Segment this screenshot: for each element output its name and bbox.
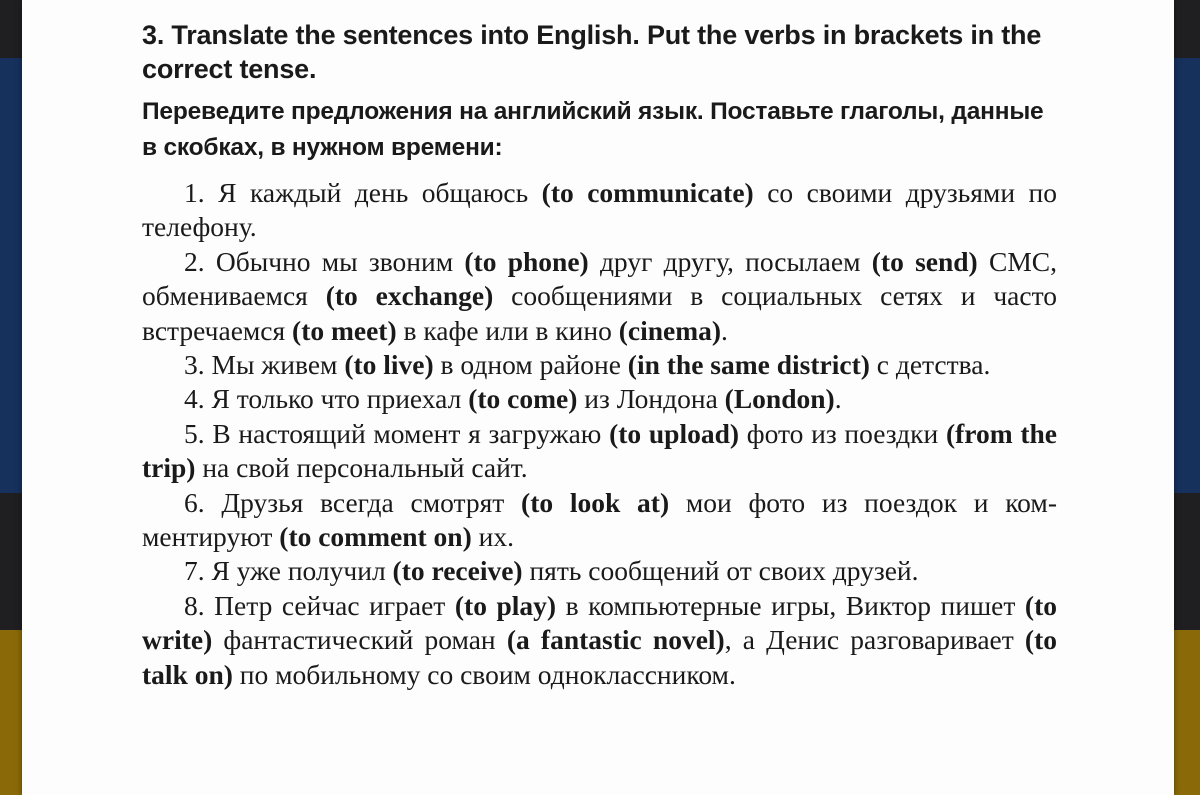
- verb-hint: (to communicate): [541, 177, 754, 208]
- sentence-text: 2. Обычно мы звоним: [184, 245, 465, 277]
- verb-hint: (to talk on): [142, 624, 1057, 690]
- verb-hint: (to phone): [464, 245, 589, 277]
- verb-hint: (to look at): [521, 486, 670, 518]
- verb-hint: (to exchange): [325, 280, 494, 312]
- exercise-block: [142, 18, 1057, 692]
- sentence-text: 6. Друзья всегда смотрят: [184, 486, 522, 518]
- sentence-text: .: [721, 314, 728, 346]
- task-heading-english: 3. Translate the sentences into English. Put the verbs in brackets in the correct tense.: [142, 20, 1042, 84]
- sentence-list: [142, 176, 1057, 692]
- sentence-item-1: [142, 176, 1057, 245]
- sentence-text: друг другу, посылаем: [588, 245, 872, 277]
- sentence-text: на свой персональный сайт.: [195, 452, 528, 484]
- sentence-text: 8. Петр сейчас играет: [184, 589, 455, 621]
- sentence-text: в компьютерные игры, Виктор пишет: [556, 589, 1025, 621]
- sentence-text: мои фото из поездок и комментируют: [142, 486, 1057, 553]
- sentence-item-2: [142, 245, 1057, 348]
- sentence-item-7: [142, 554, 1057, 588]
- sentence-item-6: [142, 486, 1057, 555]
- sentence-text: в одном районе: [433, 349, 628, 381]
- sentence-text: в кафе или в кино: [396, 314, 619, 346]
- verb-hint: (to write): [142, 589, 1057, 656]
- background-left-blue-strip: [0, 58, 22, 493]
- sentence-item-3: [142, 348, 1057, 382]
- verb-hint: (a fantastic novel): [506, 624, 725, 656]
- sentence-text: 3. Мы живем: [184, 349, 345, 381]
- verb-hint: (to play): [454, 589, 557, 621]
- background-right-blue-strip: [1174, 58, 1200, 493]
- sentence-text: 4. Я только что приехал: [184, 383, 469, 415]
- task-heading-russian: Переведите предложения на английский язык. Поставьте глаголы, данные в скобках, в нужном времени:: [142, 98, 1044, 161]
- textbook-page: [22, 0, 1174, 795]
- verb-hint: (to meet): [292, 314, 397, 346]
- sentence-text: со своими друзьями по телефону.: [142, 177, 1057, 243]
- sentence-text: их.: [471, 521, 514, 553]
- verb-hint: (to upload): [609, 417, 740, 449]
- sentence-text: из Лондона: [577, 383, 725, 415]
- background-right-yellow-strip: [1174, 630, 1200, 795]
- verb-hint: (to come): [468, 383, 578, 415]
- sentence-text: пять сообщений от своих друзей.: [522, 555, 919, 587]
- sentence-text: сообщениями в социальных сетях и часто встречаемся: [142, 280, 1057, 346]
- sentence-text: .: [834, 383, 842, 415]
- sentence-text: 5. В настоящий момент я загружаю: [184, 417, 610, 449]
- verb-hint: (to live): [344, 349, 434, 381]
- sentence-item-5: [142, 417, 1057, 486]
- sentence-item-8: [142, 589, 1057, 692]
- sentence-text: с детства.: [869, 349, 991, 381]
- sentence-text: 1. Я каждый день общаюсь: [184, 177, 542, 208]
- sentence-text: 7. Я уже получил: [184, 555, 393, 587]
- sentence-item-4: [142, 382, 1057, 416]
- sentence-text: фото из поездки: [739, 417, 946, 449]
- sentence-text: по мобильному со своим одноклассником.: [232, 658, 736, 690]
- background-left-yellow-strip: [0, 630, 22, 795]
- sentence-text: СМС, обмениваемся: [142, 245, 1057, 312]
- verb-hint: (to comment on): [279, 521, 472, 553]
- verb-hint: (London): [724, 383, 835, 415]
- sentence-text: , а Денис разговаривает: [724, 624, 1025, 656]
- verb-hint: (to receive): [392, 555, 523, 587]
- verb-hint: (cinema): [618, 314, 722, 346]
- sentence-text: фантастический роман: [212, 624, 507, 656]
- verb-hint: (in the same district): [627, 349, 870, 381]
- verb-hint: (to send): [871, 245, 978, 277]
- verb-hint: (from the trip): [142, 417, 1058, 484]
